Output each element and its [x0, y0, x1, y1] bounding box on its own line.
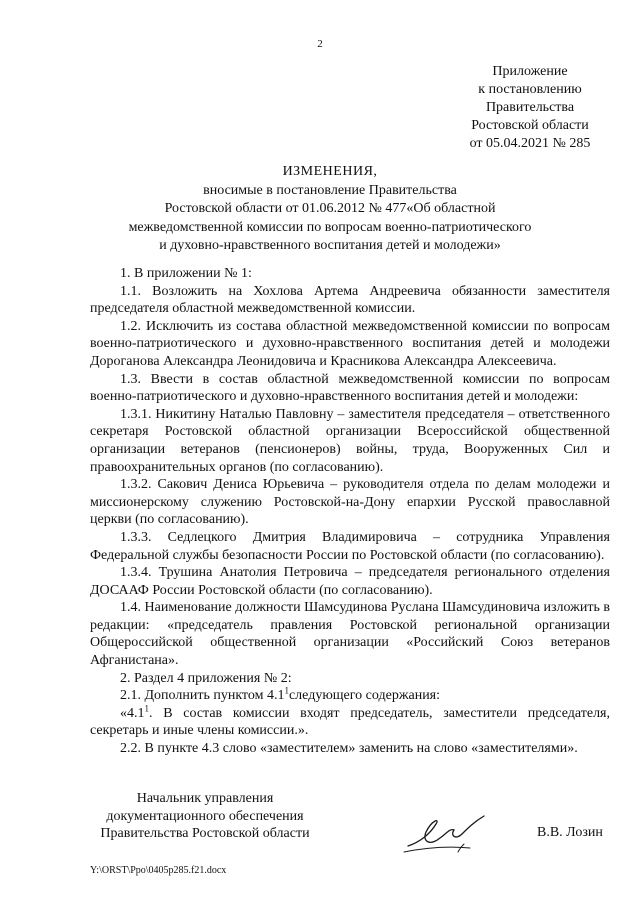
paragraph-1-2: 1.2. Исключить из состава областной межведомственной комиссии по вопросам военно-патриотического и духовно-нравственного воспитания детей и молодежи Дороганова Александра Леонидовича и Красникова Александра Алексеевича.: [90, 318, 610, 369]
quote-text-end: . В состав комиссии входят председатель, заместители председателя, секретарь и иные члены комиссии.».: [90, 705, 610, 739]
signer-line: Начальник управления: [136, 791, 274, 806]
title-line: и духовно-нравственного воспитания детей и молодежи»: [159, 238, 501, 253]
file-path: Y:\ORST\Ppo\0405p285.f21.docx: [90, 865, 227, 876]
document-body: [90, 265, 610, 758]
signer-name: В.В. Лозин: [537, 825, 603, 840]
appendix-line: Правительства: [485, 100, 575, 115]
paragraph-1: 1. В приложении № 1:: [120, 266, 252, 281]
paragraph-1-1: 1.1. Возложить на Хохлова Артема Андреевича обязанности заместителя председателя областной межведомственной комиссии.: [90, 283, 610, 317]
appendix-line: от 05.04.2021 № 285: [469, 136, 591, 151]
signer-title: [90, 790, 320, 843]
page-number: 2: [317, 38, 323, 50]
superscript: 1: [284, 685, 289, 696]
title-line: вносимые в постановление Правительства: [203, 182, 457, 198]
paragraph-1-4: 1.4. Наименование должности Шамсудинова Руслана Шамсудиновича изложить в редакции: «председатель правления Ростовской региональной организации Общероссийской общественной организации «Российский Союз ветеранов Афганистана».: [90, 600, 610, 669]
paragraph-quote: [90, 705, 610, 740]
superscript: 1: [144, 703, 149, 714]
appendix-header: [430, 63, 630, 153]
title-line: Ростовской области от 01.06.2012 № 477«Об областной: [164, 201, 496, 216]
paragraph-2: 2. Раздел 4 приложения № 2:: [120, 670, 292, 686]
paragraph-1-3-1: 1.3.1. Никитину Наталью Павловну – заместителя председателя – ответственного секретаря Ростовской областной организации Всероссийской общественной организации ветеранов (пенсионеров) войны, труда, Вооруженных Сил и правоохранительных органов (по согласованию).: [90, 406, 610, 475]
document-title: [90, 163, 570, 256]
title-heading: ИЗМЕНЕНИЯ,: [282, 164, 378, 179]
paragraph-1-3-3: 1.3.3. Седлецкого Дмитрия Владимировича – сотрудника Управления Федеральной службы безопасности России по Ростовской области (по согласованию).: [90, 529, 610, 563]
paragraph-1-3: 1.3. Ввести в состав областной межведомственной комиссии по вопросам военно-патриотического и духовно-нравственного воспитания детей и молодежи:: [90, 371, 610, 405]
appendix-line: Приложение: [492, 64, 568, 79]
paragraph-1-3-4: 1.3.4. Трушина Анатолия Петровича – председателя регионального отделения ДОСААФ России Ростовской области (по согласованию).: [90, 565, 610, 598]
signature-graphic: [400, 812, 490, 857]
paragraph-2-2: 2.2. В пункте 4.3 слово «заместителем» заменить на слово «заместителями».: [120, 741, 578, 757]
paragraph-2-1-text-end: следующего содержания:: [288, 688, 441, 704]
quote-text: «4.1: [120, 705, 145, 721]
paragraph-1-3-2: 1.3.2. Сакович Дениса Юрьевича – руководителя отдела по делам молодежи и миссионерскому служению Ростовской-на-Дону епархии Русской православной церкви (по согласованию).: [90, 477, 610, 528]
appendix-line: к постановлению: [478, 82, 582, 97]
appendix-line: Ростовской области: [471, 118, 589, 133]
signer-line: документационного обеспечения: [106, 808, 304, 824]
paragraph-2-1-text: 2.1. Дополнить пунктом 4.1: [120, 688, 285, 704]
title-line: межведомственной комиссии по вопросам военно-патриотического: [128, 219, 532, 235]
paragraph-2-1: [90, 687, 610, 705]
signer-line: Правительства Ростовской области: [100, 826, 310, 841]
